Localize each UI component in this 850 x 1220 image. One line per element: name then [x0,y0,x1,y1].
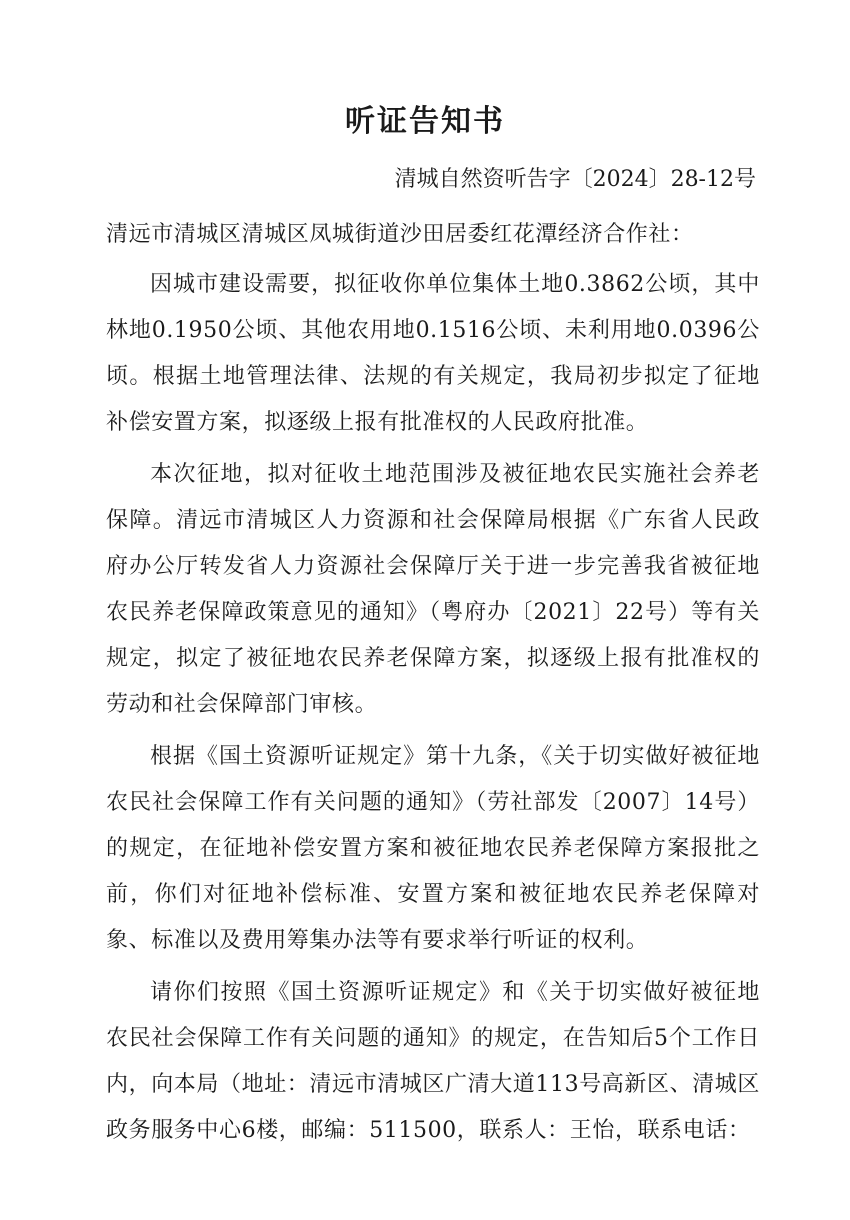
document-body [106,212,760,1160]
paragraph-land-acquisition: 因城市建设需要，拟征收你单位集体土地0.3862公顷，其中林地0.1950公顷、其他农用地0.1516公顷、未利用地0.0396公顷。根据土地管理法律、法规的有关规定，我局初步拟定了征地补偿安置方案，拟逐级上报有批准权的人民政府批准。 [106,272,760,435]
paragraph-hearing-rights: 根据《国土资源听证规定》第十九条，《关于切实做好被征地农民社会保障工作有关问题的通知》（劳社部发〔2007〕14号）的规定，在征地补偿安置方案和被征地农民养老保障方案报批之前，你们对征地补偿标准、安置方案和被征地农民养老保障对象、标准以及费用筹集办法等有要求举行听证的权利。 [106,744,760,953]
paragraph-hearing-request: 请你们按照《国土资源听证规定》和《关于切实做好被征地农民社会保障工作有关问题的通知》的规定，在告知后5个工作日内，向本局（地址：清远市清城区广清大道113号高新区、清城区政务服务中心6楼，邮编：511500，联系人：王怡，联系电话： [106,980,760,1143]
recipient-line: 清远市清城区清城区凤城街道沙田居委红花潭经济合作社： [106,222,694,247]
document-title: 听证告知书 [345,104,505,139]
document-number: 清城自然资听告字〔2024〕28-12号 [394,167,756,192]
paragraph-pension-security: 本次征地，拟对征收土地范围涉及被征地农民实施社会养老保障。清远市清城区人力资源和社会保障局根据《广东省人民政府办公厅转发省人力资源社会保障厅关于进一步完善我省被征地农民养老保障政策意见的通知》（粤府办〔2021〕22号）等有关规定，拟定了被征地农民养老保障方案，拟逐级上报有批准权的劳动和社会保障部门审核。 [106,462,760,717]
